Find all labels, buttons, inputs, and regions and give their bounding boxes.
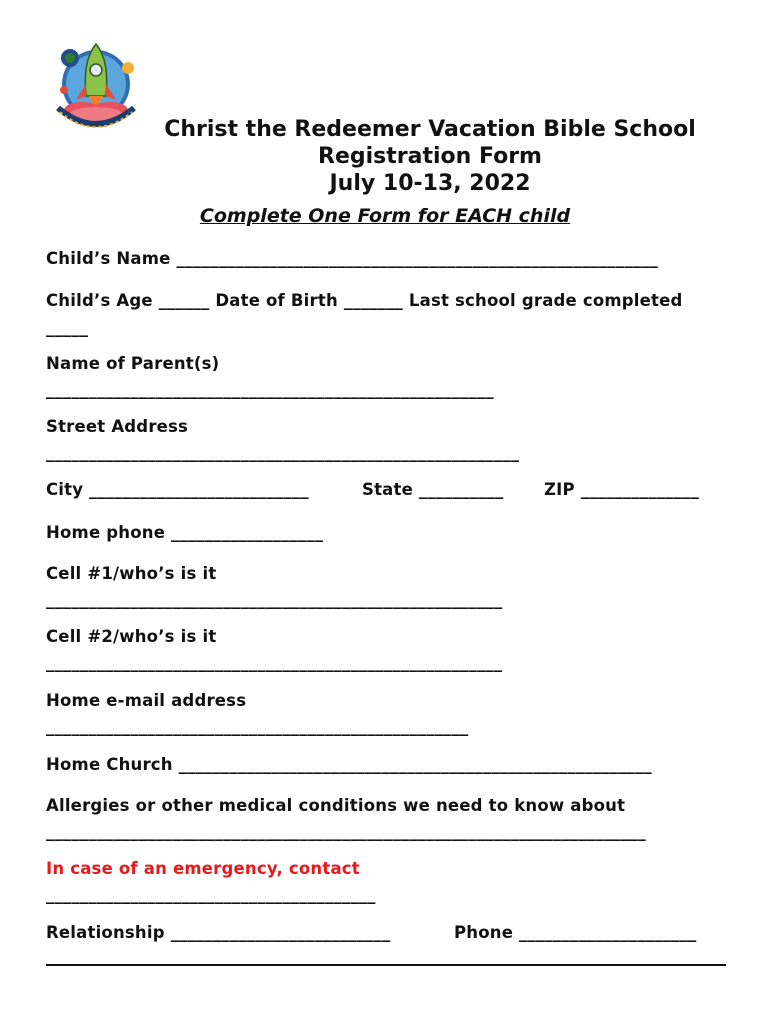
grade-completed-blank[interactable]: _____ bbox=[46, 318, 89, 337]
street-address-blank[interactable]: ________________________________________________________ bbox=[46, 443, 520, 462]
parent-name-label: Name of Parent(s) bbox=[46, 354, 220, 373]
street-address-label: Street Address bbox=[46, 417, 189, 436]
bottom-rule bbox=[46, 964, 726, 966]
zip-field[interactable]: ZIP ______________ bbox=[544, 480, 700, 499]
city-field[interactable]: City __________________________ bbox=[46, 480, 309, 499]
emergency-contact-blank[interactable]: _______________________________________ bbox=[46, 885, 376, 904]
email-blank[interactable]: __________________________________________________ bbox=[46, 717, 469, 736]
cell1-label: Cell #1/who’s is it bbox=[46, 564, 217, 583]
cell1-blank[interactable]: ______________________________________________________ bbox=[46, 590, 503, 609]
email-label: Home e-mail address bbox=[46, 691, 247, 710]
page-title-line1: Christ the Redeemer Vacation Bible School bbox=[164, 117, 696, 142]
page-title-line3: July 10-13, 2022 bbox=[329, 171, 531, 196]
home-phone-field[interactable]: Home phone __________________ bbox=[46, 523, 324, 542]
allergies-blank[interactable]: _______________________________________________________________________ bbox=[46, 822, 646, 841]
cell2-blank[interactable]: ______________________________________________________ bbox=[46, 653, 503, 672]
state-field[interactable]: State __________ bbox=[362, 480, 504, 499]
page-title-line2: Registration Form bbox=[318, 144, 542, 169]
cell2-label: Cell #2/who’s is it bbox=[46, 627, 217, 646]
emergency-phone-field[interactable]: Phone _____________________ bbox=[454, 923, 697, 942]
emergency-contact-label: In case of an emergency, contact bbox=[46, 859, 360, 878]
home-church-field[interactable]: Home Church ________________________________________________________ bbox=[46, 755, 652, 774]
parent-name-blank[interactable]: _____________________________________________________ bbox=[46, 380, 494, 399]
relationship-field[interactable]: Relationship __________________________ bbox=[46, 923, 391, 942]
child-name-field[interactable]: Child’s Name _________________________________________________________ bbox=[46, 249, 659, 268]
child-age-dob-grade-field[interactable]: Child’s Age ______ Date of Birth _______ Last school grade completed bbox=[46, 291, 683, 310]
allergies-label: Allergies or other medical conditions we need to know about bbox=[46, 796, 626, 815]
page-subtitle: Complete One Form for EACH child bbox=[199, 205, 571, 227]
